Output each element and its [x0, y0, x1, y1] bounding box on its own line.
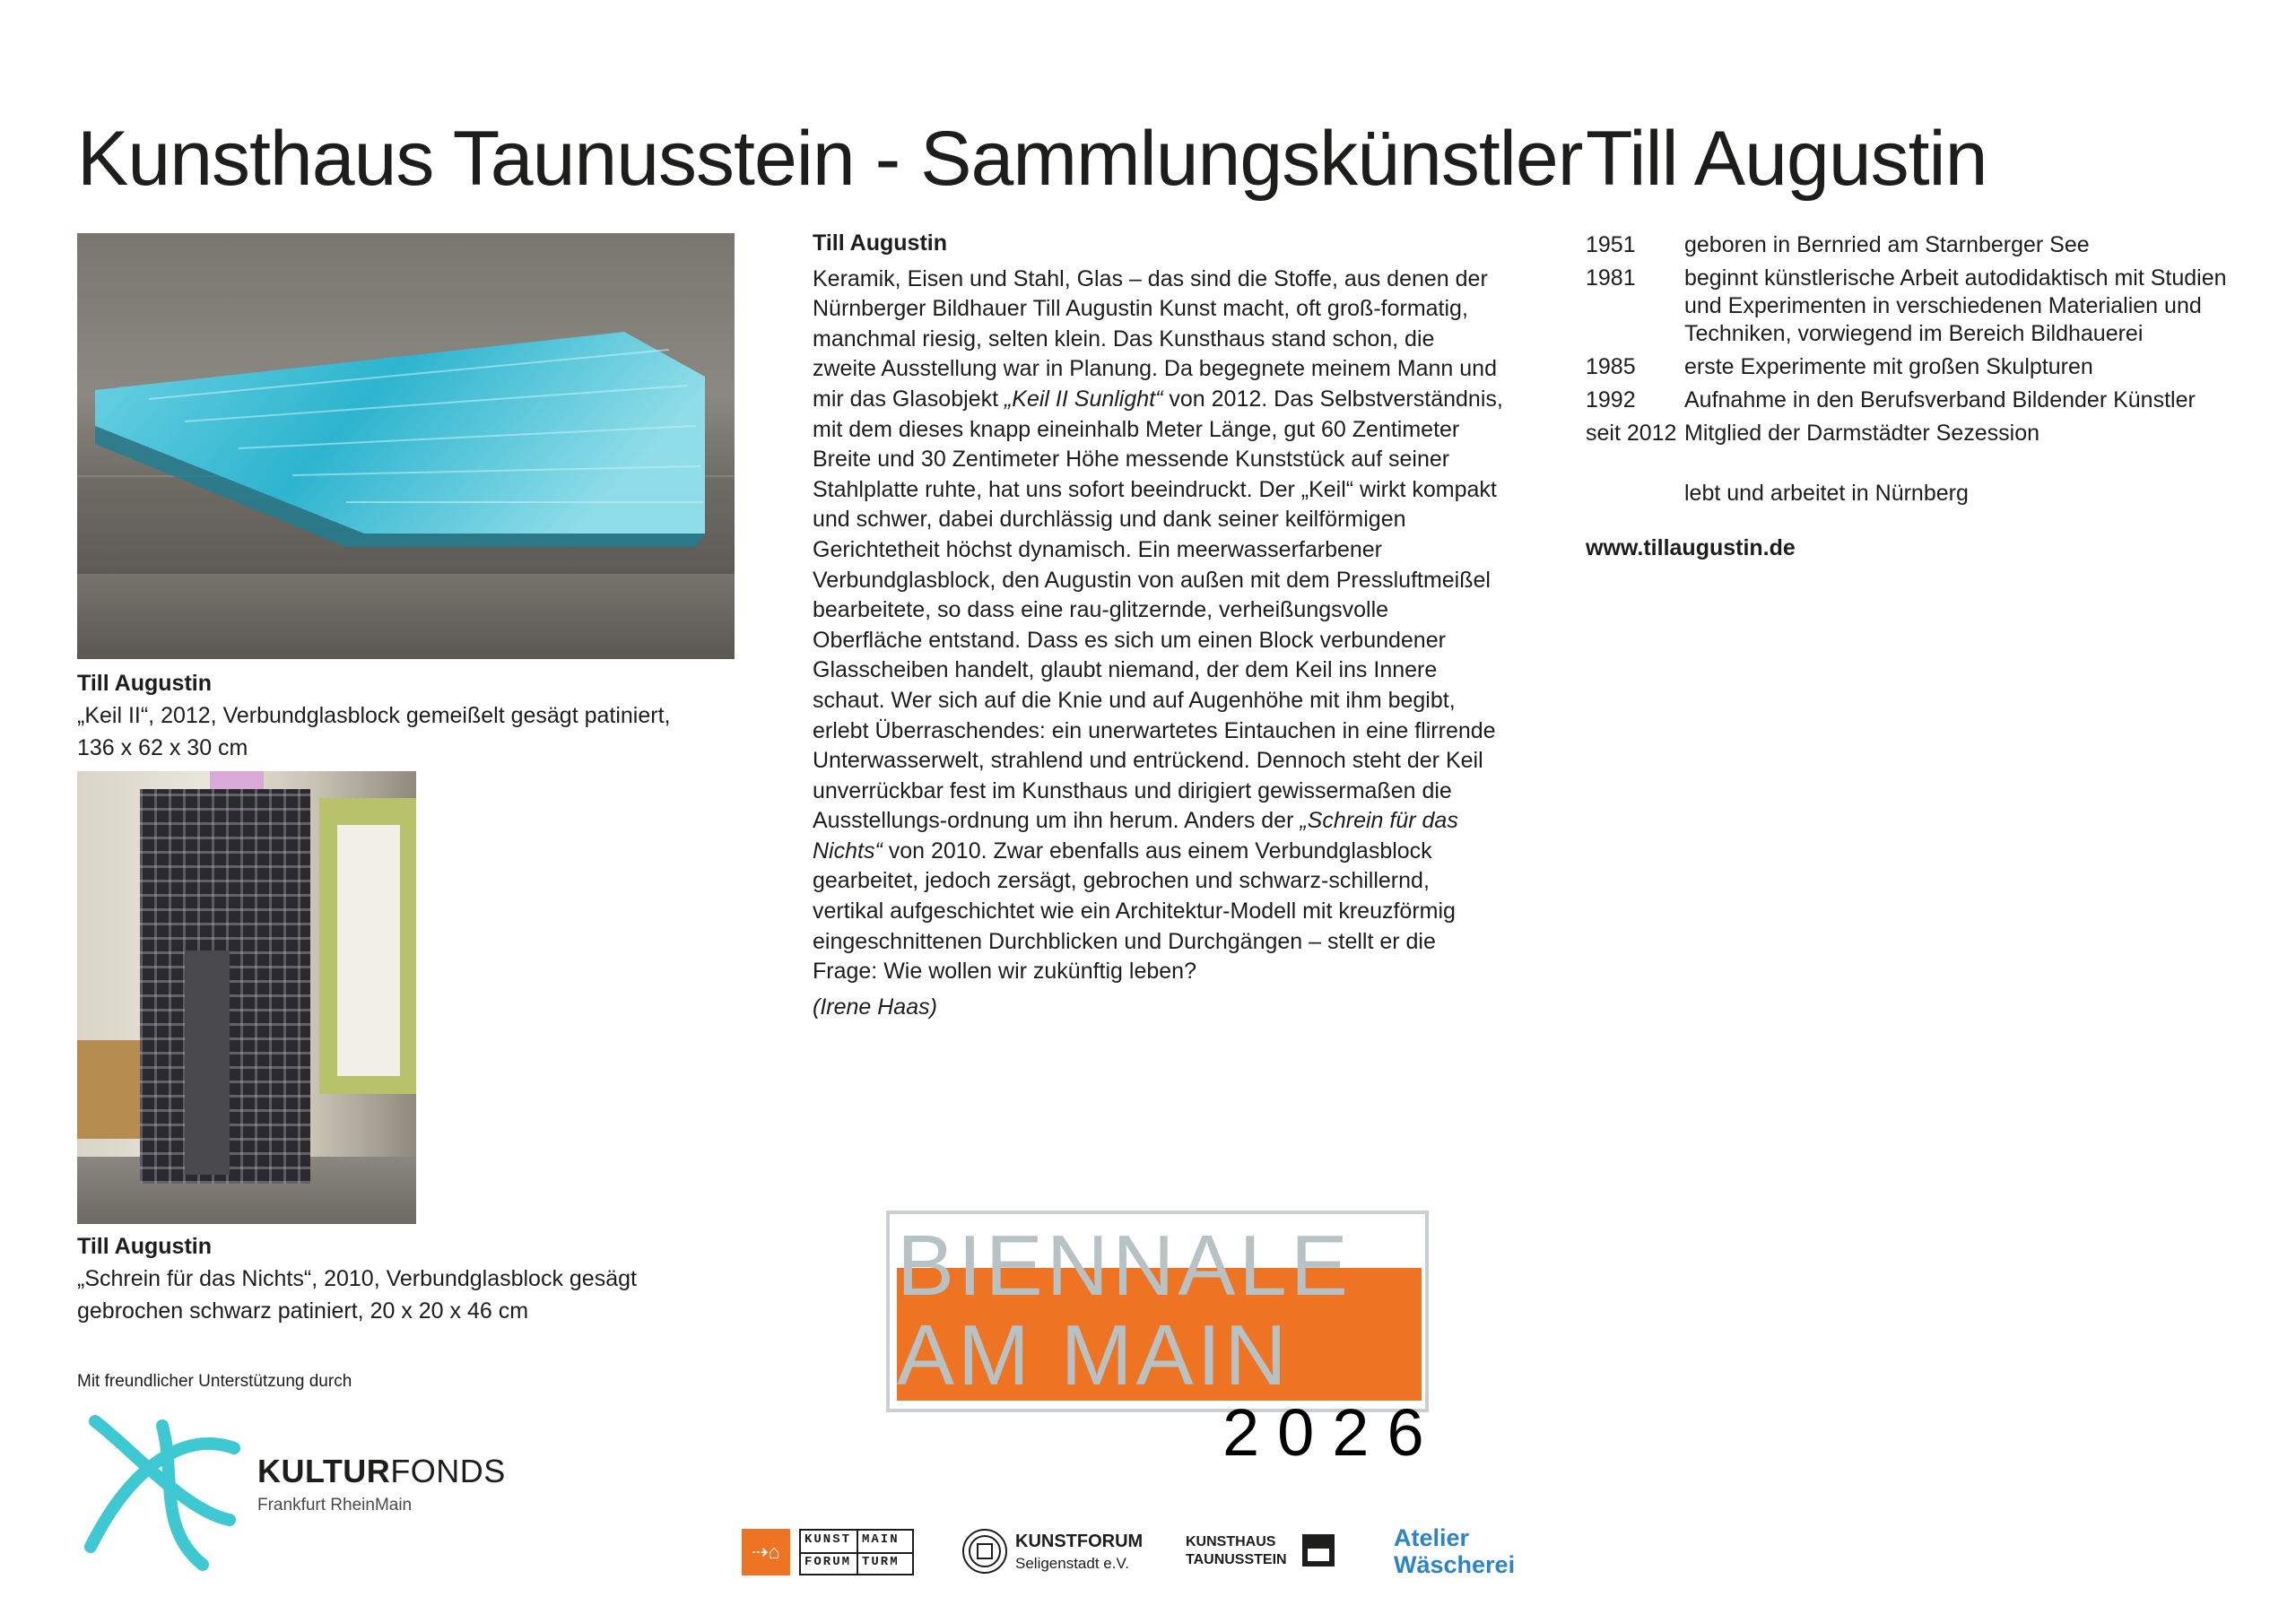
- kulturfonds-bold: KULTUR: [257, 1453, 391, 1489]
- kunsthaus-line: KUNSTHAUS: [1186, 1534, 1276, 1549]
- bio-entry: [1586, 265, 2267, 348]
- bio-year: 1985: [1586, 354, 1636, 379]
- article-body: [813, 265, 1503, 987]
- biography: [1586, 231, 2267, 562]
- artwork-photo-schrein: [77, 771, 416, 1224]
- biennale-line1: BIENNALE: [897, 1218, 1352, 1314]
- kunstforum-city: Seligenstadt e.V.: [1015, 1555, 1129, 1572]
- logo-cell: FORUM: [804, 1555, 852, 1569]
- background-shelf-inner: [337, 825, 400, 1076]
- kulturfonds-region: Frankfurt RheinMain: [257, 1496, 413, 1515]
- artwork-caption-schrein: [77, 1230, 637, 1327]
- kunstforum-mainturm-logo: [799, 1529, 914, 1575]
- kulturfonds-light: FONDS: [390, 1453, 506, 1489]
- bio-text: Aufnahme in den Berufsverband Bildender Künstler: [1684, 387, 2196, 412]
- bio-residence: lebt und arbeitet in Nürnberg: [1684, 481, 1969, 506]
- caption-title-line: „Schrein für das Nichts“, 2010, Verbundglasblock gesägt: [77, 1266, 637, 1291]
- kulturfonds-wordmark: [257, 1453, 506, 1490]
- bio-text: geboren in Bernried am Starnberger See: [1684, 232, 2090, 257]
- biennale-logo: [886, 1211, 1429, 1412]
- bio-year: seit 2012: [1586, 421, 1677, 446]
- glass-wedge-top: [95, 332, 705, 534]
- background-box: [77, 1040, 140, 1139]
- artwork-caption-keil: [77, 667, 671, 764]
- caption-dimensions: 136 x 62 x 30 cm: [77, 735, 248, 760]
- caption-dimensions: gebrochen schwarz patiniert, 20 x 20 x 46 cm: [77, 1298, 529, 1324]
- caption-title-line: „Keil II“, 2012, Verbundglasblock gemeißelt gesägt patiniert,: [77, 703, 671, 728]
- bio-entry: [1586, 353, 2267, 381]
- bio-entry: [1586, 231, 2267, 259]
- bio-text: beginnt künstlerische Arbeit autodidaktisch mit Studien und Experimenten in verschiedenen Materialien und Techniken, vorwiegend im Bereich Bildhauerei: [1684, 265, 2227, 346]
- tower-opening: [185, 950, 230, 1175]
- glass-wedge-shape: [77, 233, 735, 659]
- kulturfonds-logo-icon: [77, 1412, 248, 1574]
- artist-website-link[interactable]: www.tillaugustin.de: [1586, 535, 1796, 560]
- article-text: Keramik, Eisen und Stahl, Glas – das sind die Stoffe, aus denen der Nürnberger Bildhauer Till Augustin Kunst macht, oft groß-formatig, manchmal riesig, selten klein. Das Kunsthaus stand schon, die zweite Ausstellung war in Planung. Da begegnete meinem Mann und mir das Glasobjekt: [813, 265, 1497, 412]
- artist-heading: Till Augustin: [1586, 116, 1987, 202]
- logo-divider: [801, 1552, 912, 1554]
- biennale-line2: AM MAIN: [897, 1307, 1291, 1403]
- article-heading: Till Augustin: [813, 230, 947, 256]
- kunstforum-mainturm-arrow-icon: ⇢⌂: [742, 1529, 790, 1575]
- artwork-photo-keil: [77, 233, 735, 659]
- article-author: (Irene Haas): [813, 994, 937, 1020]
- atelier-line: Atelier: [1394, 1524, 1470, 1551]
- kunsthaus-square-icon: [1302, 1534, 1335, 1567]
- bio-year: 1981: [1586, 265, 1636, 291]
- logo-cell: TURM: [862, 1555, 900, 1569]
- work-title-schrein: „Schrein für das Nichts“: [813, 808, 1458, 864]
- kunsthaus-line: TAUNUSSTEIN: [1186, 1552, 1287, 1567]
- caption-artist: Till Augustin: [77, 1234, 212, 1259]
- bio-year: 1951: [1586, 232, 1636, 257]
- logo-cell: KUNST: [804, 1532, 852, 1547]
- article-text: von 2012. Das Selbstverständnis, mit dem dieses knapp eineinhalb Meter Länge, gut 60 Zentimeter Breite und 30 Zentimeter Höhe messende Kunststück auf seiner Stahlplatte ruhte, hat uns sofort beeindruckt. Der „Keil“ wirkt kompakt und schwer, dabei durchlässig und dank seiner keilförmigen Gerichtetheit höchst dynamisch. Ein meerwasserfarbener Verbundglasblock, den Augustin von außen mit dem Pressluftmeißel bearbeitete, so dass eine rau-glitzernde, verheißungsvolle Oberfläche entstand. Dass es sich um einen Block verbundener Glasscheiben handelt, glaubt niemand, der dem Keil ins Innere schaut. Wer sich auf die Knie und auf Augenhöhe mit ihm begibt, erlebt Überraschendes: ein unerwartetes Eintauchen in eine flirrende Unterwasserwelt, strahlend und entrückend. Dennoch steht der Keil unverrückbar fest im Kunsthaus und dirigiert gewissermaßen die Ausstellungs-ordnung um ihn herum. Anders der: [813, 386, 1503, 834]
- page-title: Kunsthaus Taunusstein - Sammlungskünstler: [77, 116, 1583, 202]
- bio-entry: [1586, 420, 2267, 447]
- bio-text: Mitglied der Darmstädter Sezession: [1684, 421, 2039, 446]
- atelier-waescherei-logo: [1394, 1524, 1515, 1578]
- bio-year: 1992: [1586, 387, 1636, 412]
- work-title-keil: „Keil II Sunlight“: [1004, 386, 1163, 412]
- logo-cell: MAIN: [862, 1532, 900, 1547]
- kunstforum-name: KUNSTFORUM: [1015, 1532, 1144, 1551]
- bio-entry: [1586, 386, 2267, 414]
- bio-text: erste Experimente mit großen Skulpturen: [1684, 354, 2093, 379]
- kunstforum-seal-icon: [961, 1528, 1008, 1575]
- support-label: Mit freundlicher Unterstützung durch: [77, 1372, 352, 1391]
- biennale-year: 2026: [1222, 1395, 1442, 1470]
- article-text: von 2010. Zwar ebenfalls aus einem Verbundglasblock gearbeitet, jedoch zersägt, gebrochen und schwarz-schillernd, vertikal aufgeschichtet wie ein Architektur-Modell mit kreuzförmig eingeschnittenen Durchblicken und Durchgängen – stellt er die Frage: Wie wollen wir zukünftig leben?: [813, 838, 1456, 985]
- tower-top-object: [210, 771, 264, 789]
- caption-artist: Till Augustin: [77, 671, 212, 696]
- kunsthaus-taunusstein-logo-text: [1186, 1533, 1287, 1569]
- atelier-line: Wäscherei: [1394, 1551, 1516, 1578]
- article: [813, 229, 1503, 1022]
